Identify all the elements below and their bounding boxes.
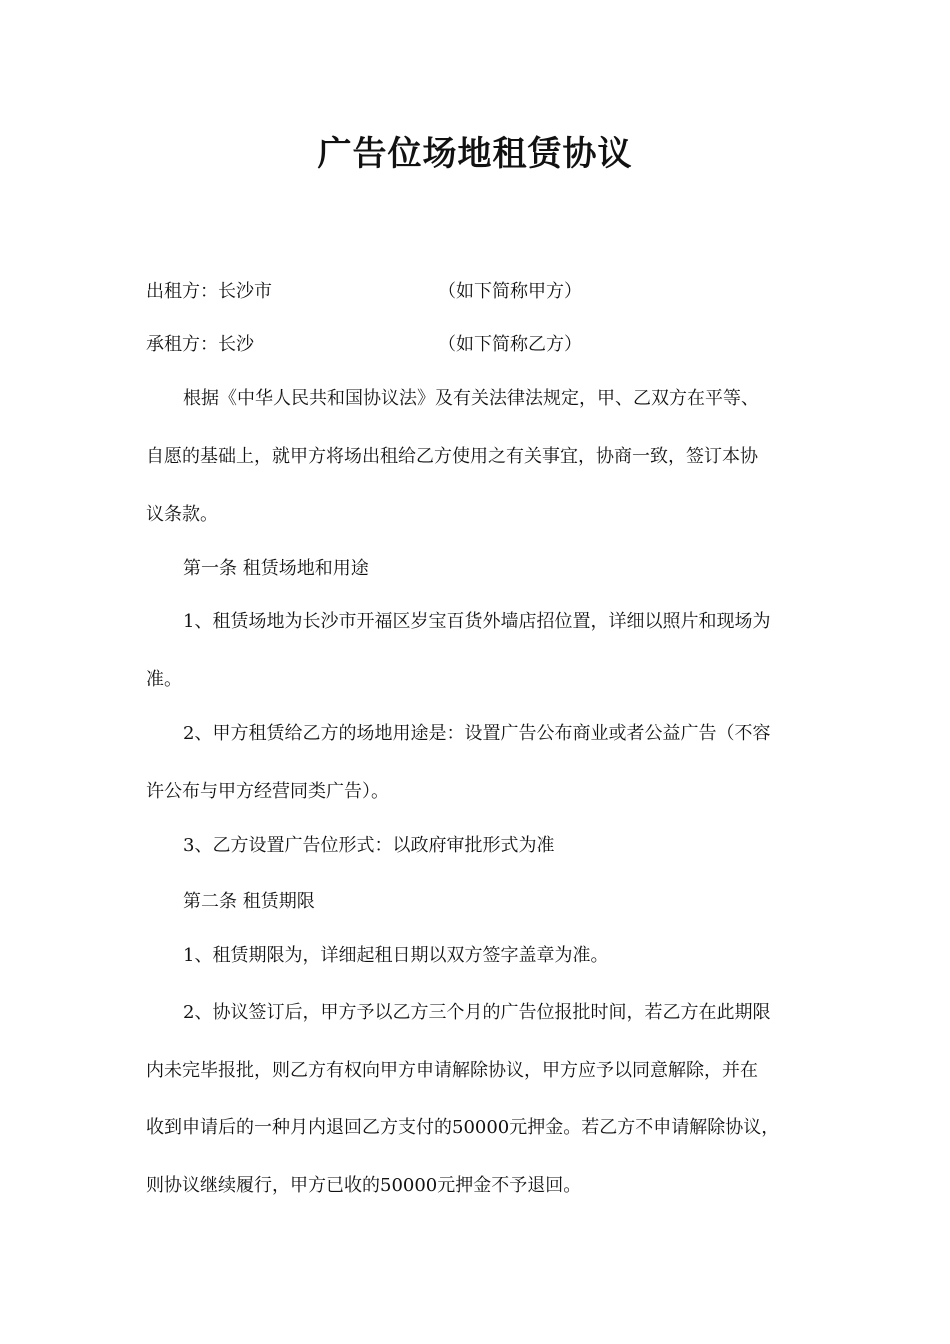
article-1-item-1-line-1: 1、租赁场地为长沙市开福区岁宝百货外墙店招位置，详细以照片和现场为 [183, 611, 771, 632]
article-2-item-2-line-2: 内未完毕报批，则乙方有权向甲方申请解除协议，甲方应予以同意解除，并在 [146, 1060, 758, 1081]
preamble-line-3: 议条款。 [146, 504, 218, 525]
article-2-heading: 第二条 租赁期限 [183, 891, 315, 912]
document-title: 广告位场地租赁协议 [317, 134, 633, 174]
article-2-item-1: 1、租赁期限为，详细起租日期以双方签字盖章为准。 [183, 945, 609, 966]
lessor-label: 出租方：长沙市 [146, 281, 272, 302]
article-1-heading: 第一条 租赁场地和用途 [183, 558, 369, 579]
article-2-item-2-line-4: 则协议继续履行，甲方已收的50000元押金不予退回。 [146, 1175, 582, 1196]
preamble-line-2: 自愿的基础上，就甲方将场出租给乙方使用之有关事宜，协商一致，签订本协 [146, 446, 758, 467]
lessee-label: 承租方：长沙 [146, 334, 254, 355]
lessor-note: （如下简称甲方） [438, 281, 582, 302]
article-1-item-1-line-2: 准。 [146, 669, 182, 690]
article-1-item-2-line-2: 许公布与甲方经营同类广告）。 [146, 781, 389, 802]
article-1-item-2-line-1: 2、甲方租赁给乙方的场地用途是：设置广告公布商业或者公益广告（不容 [183, 723, 771, 744]
preamble-line-1: 根据《中华人民共和国协议法》及有关法律法规定，甲、乙双方在平等、 [183, 388, 759, 409]
article-1-item-3: 3、乙方设置广告位形式：以政府审批形式为准 [183, 835, 555, 856]
article-2-item-2-line-1: 2、协议签订后，甲方予以乙方三个月的广告位报批时间，若乙方在此期限 [183, 1002, 771, 1023]
article-2-item-2-line-3: 收到申请后的一种月内退回乙方支付的50000元押金。若乙方不申请解除协议， [146, 1117, 780, 1138]
lessee-note: （如下简称乙方） [438, 334, 582, 355]
